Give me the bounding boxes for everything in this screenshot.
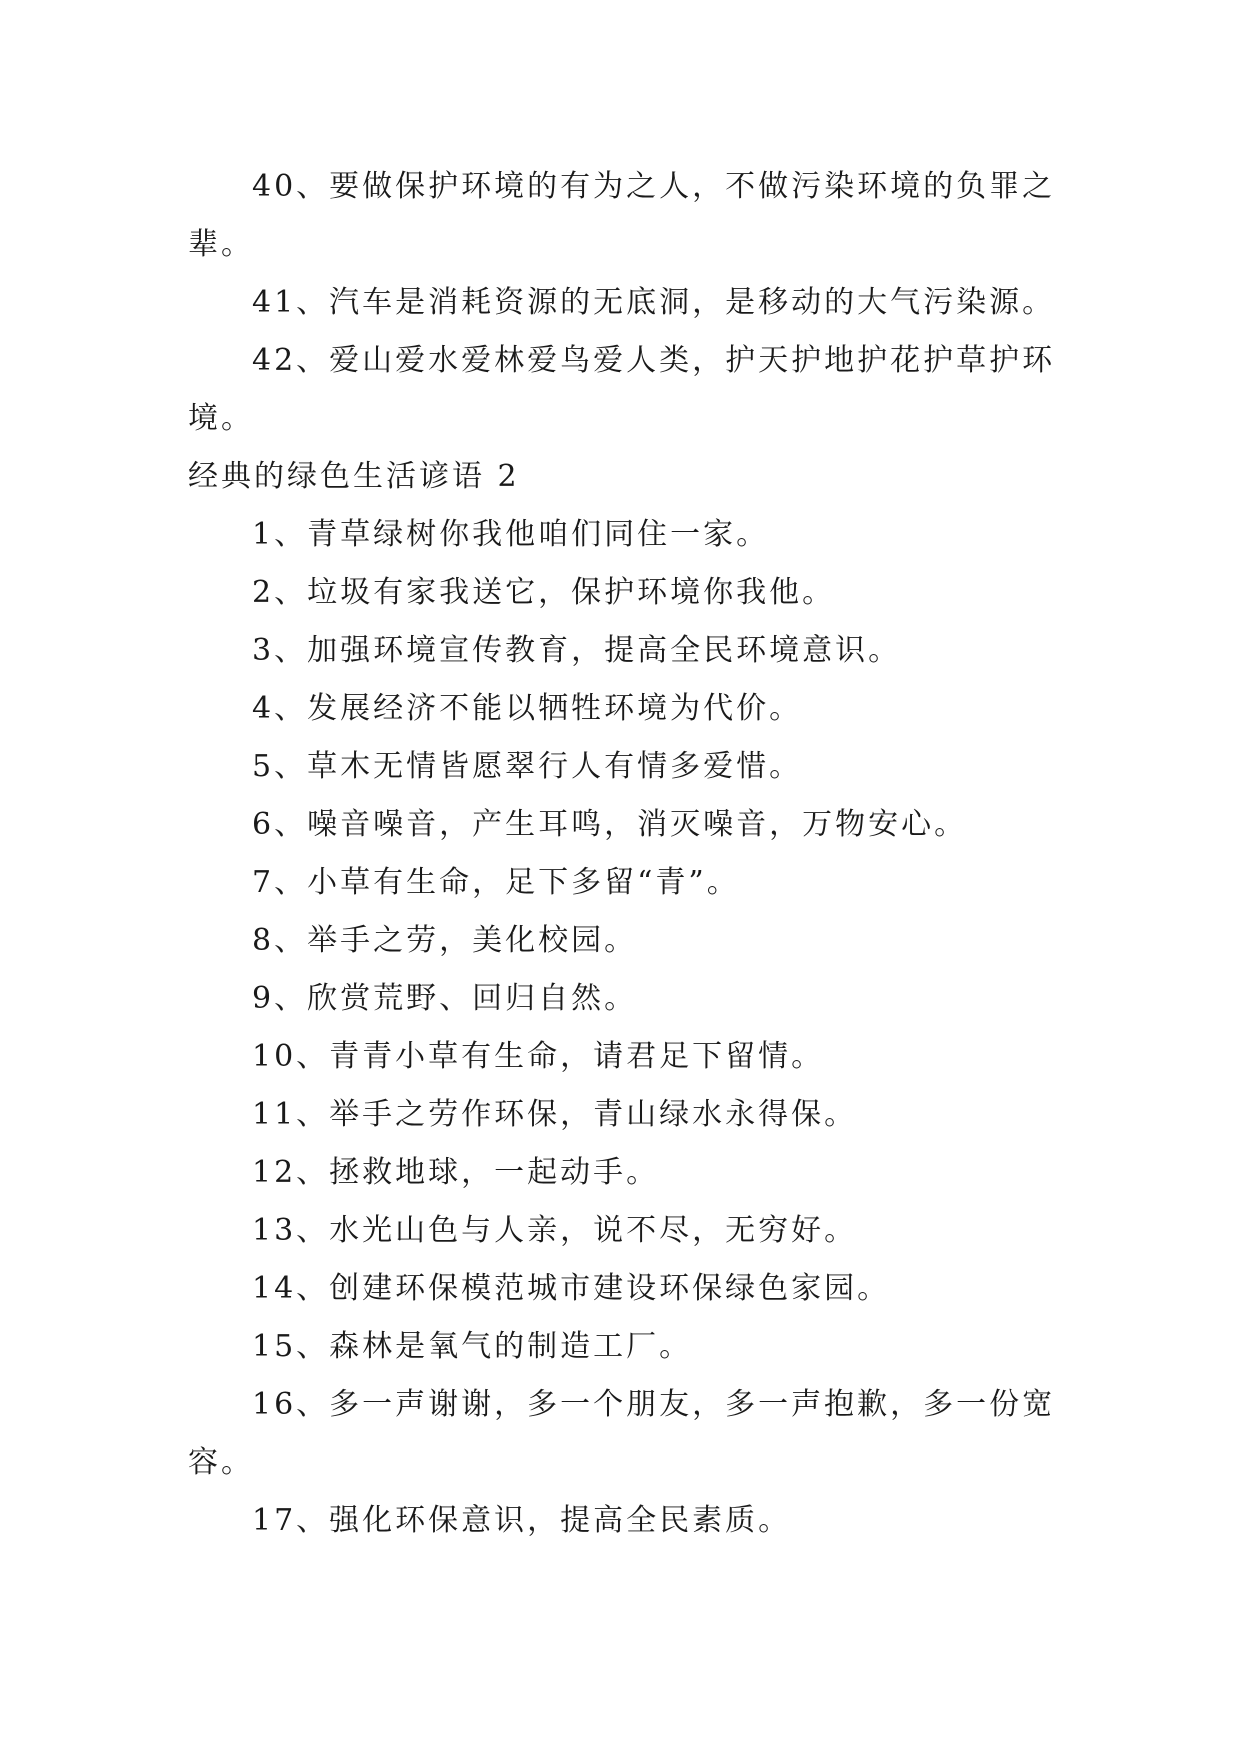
list-item: 16、多一声谢谢，多一个朋友，多一声抱歉，多一份宽容。 bbox=[188, 1387, 1056, 1480]
list-item: 1、青草绿树你我他咱们同住一家。 bbox=[252, 517, 770, 552]
list-item: 17、强化环保意识，提高全民素质。 bbox=[252, 1503, 792, 1538]
list-item: 40、要做保护环境的有为之人，不做污染环境的负罪之辈。 bbox=[188, 169, 1056, 262]
list-item: 10、青青小草有生命，请君足下留情。 bbox=[252, 1039, 825, 1074]
list-item: 13、水光山色与人亲，说不尽，无穷好。 bbox=[252, 1213, 858, 1248]
list-item: 15、森林是氧气的制造工厂。 bbox=[252, 1329, 693, 1364]
list-item: 5、草木无情皆愿翠行人有情多爱惜。 bbox=[252, 749, 803, 784]
list-item: 4、发展经济不能以牺牲环境为代价。 bbox=[252, 691, 803, 726]
list-item: 42、爱山爱水爱林爱鸟爱人类，护天护地护花护草护环境。 bbox=[188, 343, 1056, 436]
list-item: 41、汽车是消耗资源的无底洞，是移动的大气污染源。 bbox=[252, 285, 1056, 320]
list-item: 7、小草有生命，足下多留“青”。 bbox=[252, 865, 740, 900]
list-item: 6、噪音噪音，产生耳鸣，消灭噪音，万物安心。 bbox=[252, 807, 968, 842]
section-title: 经典的绿色生活谚语 2 bbox=[188, 459, 520, 494]
list-item: 2、垃圾有家我送它，保护环境你我他。 bbox=[252, 575, 836, 610]
list-item: 12、拯救地球，一起动手。 bbox=[252, 1155, 660, 1190]
list-item: 3、加强环境宣传教育，提高全民环境意识。 bbox=[252, 633, 902, 668]
list-item: 8、举手之劳，美化校园。 bbox=[252, 923, 638, 958]
document-body bbox=[188, 158, 1058, 1550]
list-item: 9、欣赏荒野、回归自然。 bbox=[252, 981, 638, 1016]
list-item: 11、举手之劳作环保，青山绿水永得保。 bbox=[252, 1097, 858, 1132]
list-item: 14、创建环保模范城市建设环保绿色家园。 bbox=[252, 1271, 891, 1306]
